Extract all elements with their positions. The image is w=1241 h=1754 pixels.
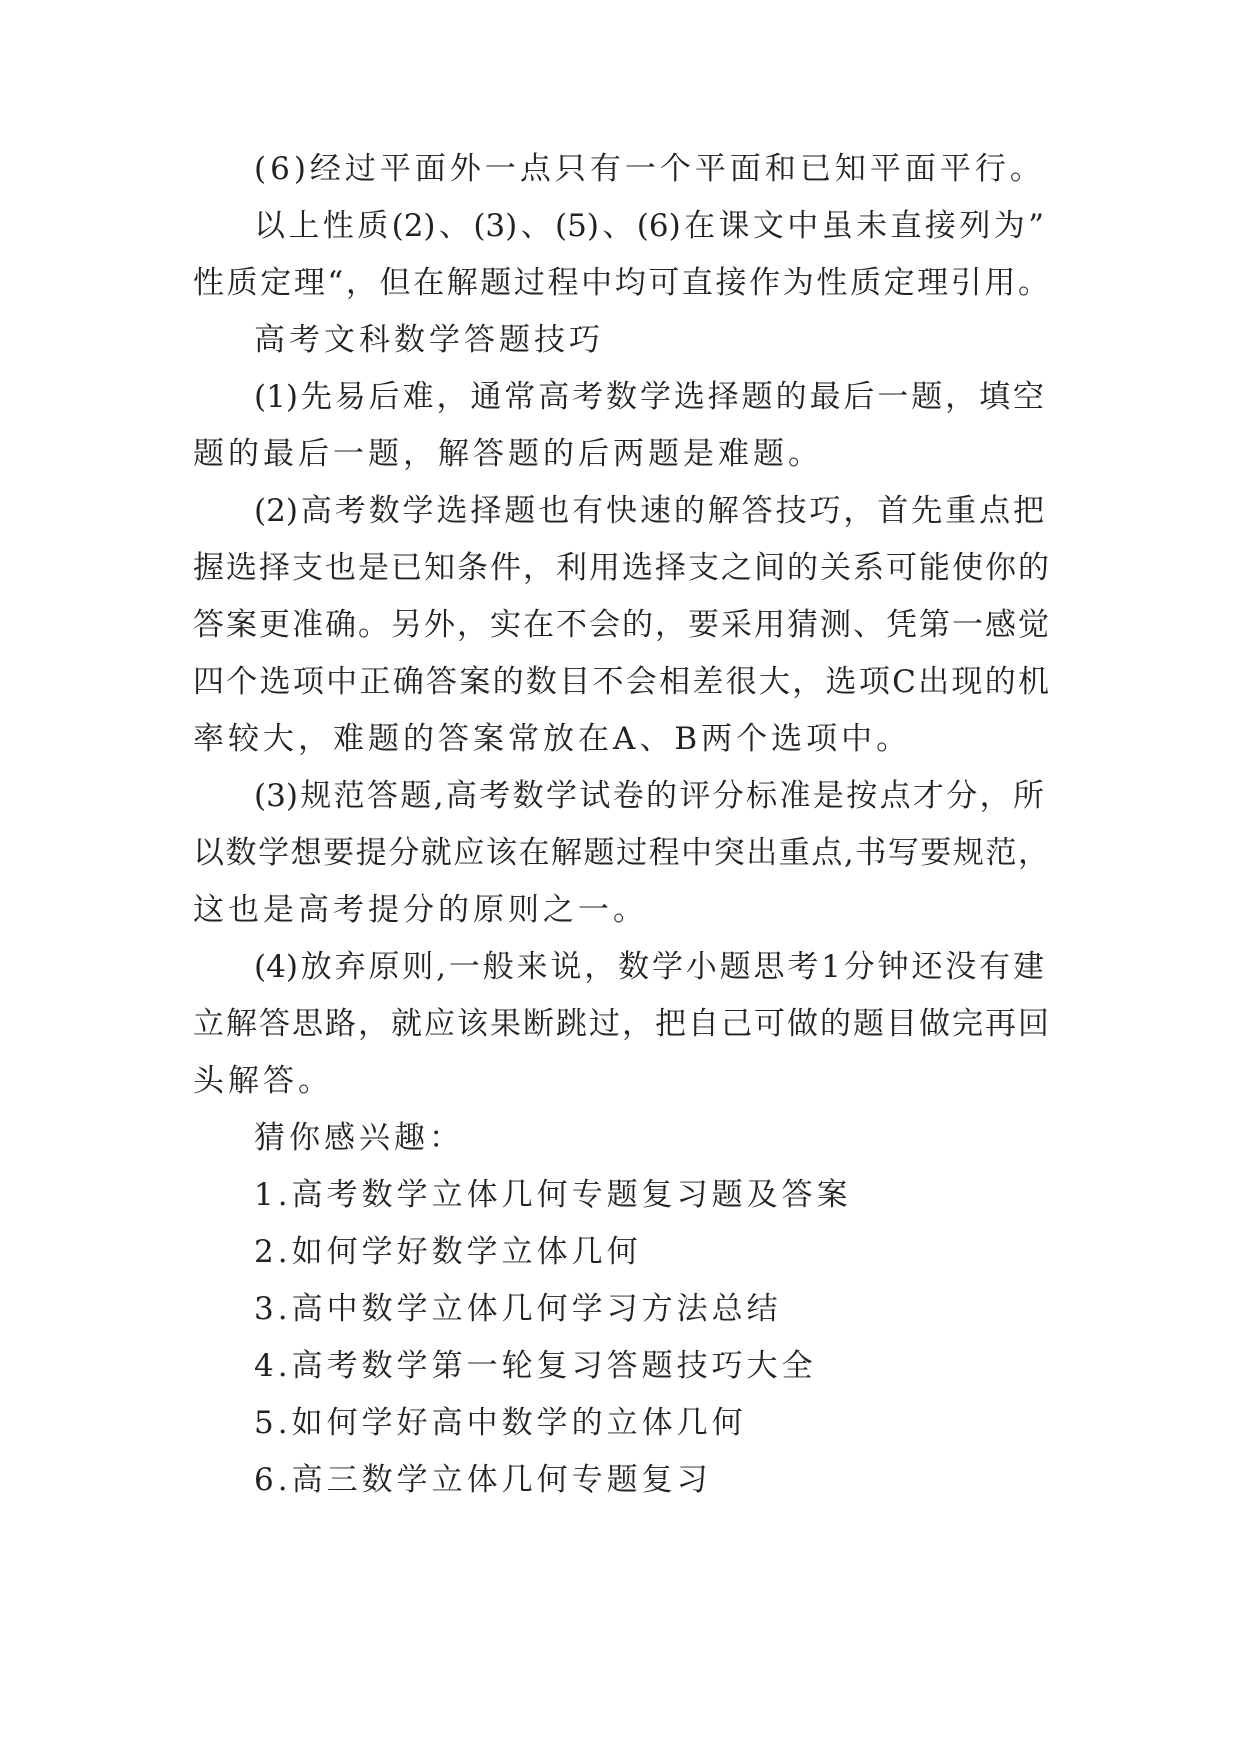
text-line: 立解答思路，就应该果断跳过，把自己可做的题目做完再回 bbox=[193, 1006, 1049, 1042]
text-line: 四个选项中正确答案的数目不会相差很大，选项C出现的机 bbox=[193, 664, 1049, 700]
text-line: 握选择支也是已知条件，利用选择支之间的关系可能使你的 bbox=[193, 550, 1049, 586]
text-line: 头解答。 bbox=[193, 1063, 333, 1099]
text-line: (2)高考数学选择题也有快速的解答技巧，首先重点把 bbox=[254, 493, 1044, 529]
text-line: 题的最后一题，解答题的后两题是难题。 bbox=[193, 436, 823, 472]
related-link[interactable]: 2.如何学好数学立体几何 bbox=[254, 1234, 642, 1270]
text-line: 这也是高考提分的原则之一。 bbox=[193, 892, 648, 928]
text-line: (4)放弃原则,一般来说，数学小题思考1分钟还没有建 bbox=[254, 949, 1044, 985]
text-line: (6)经过平面外一点只有一个平面和已知平面平行。 bbox=[254, 151, 1045, 187]
related-link[interactable]: 6.高三数学立体几何专题复习 bbox=[254, 1462, 712, 1498]
text-line: (3)规范答题,高考数学试卷的评分标准是按点才分，所 bbox=[254, 778, 1044, 814]
related-link[interactable]: 4.高考数学第一轮复习答题技巧大全 bbox=[254, 1348, 817, 1384]
related-heading: 猜你感兴趣： bbox=[254, 1120, 464, 1156]
text-line: 性质定理“，但在解题过程中均可直接作为性质定理引用。 bbox=[193, 265, 1049, 301]
text-line: 答案更准确。另外，实在不会的，要采用猜测、凭第一感觉 bbox=[193, 607, 1049, 643]
text-line: (1)先易后难，通常高考数学选择题的最后一题，填空 bbox=[254, 379, 1044, 415]
related-link[interactable]: 1.高考数学立体几何专题复习题及答案 bbox=[254, 1177, 852, 1213]
section-heading: 高考文科数学答题技巧 bbox=[254, 322, 604, 358]
related-link[interactable]: 3.高中数学立体几何学习方法总结 bbox=[254, 1291, 782, 1327]
text-line: 以数学想要提分就应该在解题过程中突出重点,书写要规范， bbox=[193, 835, 1049, 871]
text-line: 率较大，难题的答案常放在A、B两个选项中。 bbox=[193, 721, 912, 757]
text-line: 以上性质(2)、(3)、(5)、(6)在课文中虽未直接列为” bbox=[254, 208, 1044, 244]
related-link[interactable]: 5.如何学好高中数学的立体几何 bbox=[254, 1405, 747, 1441]
